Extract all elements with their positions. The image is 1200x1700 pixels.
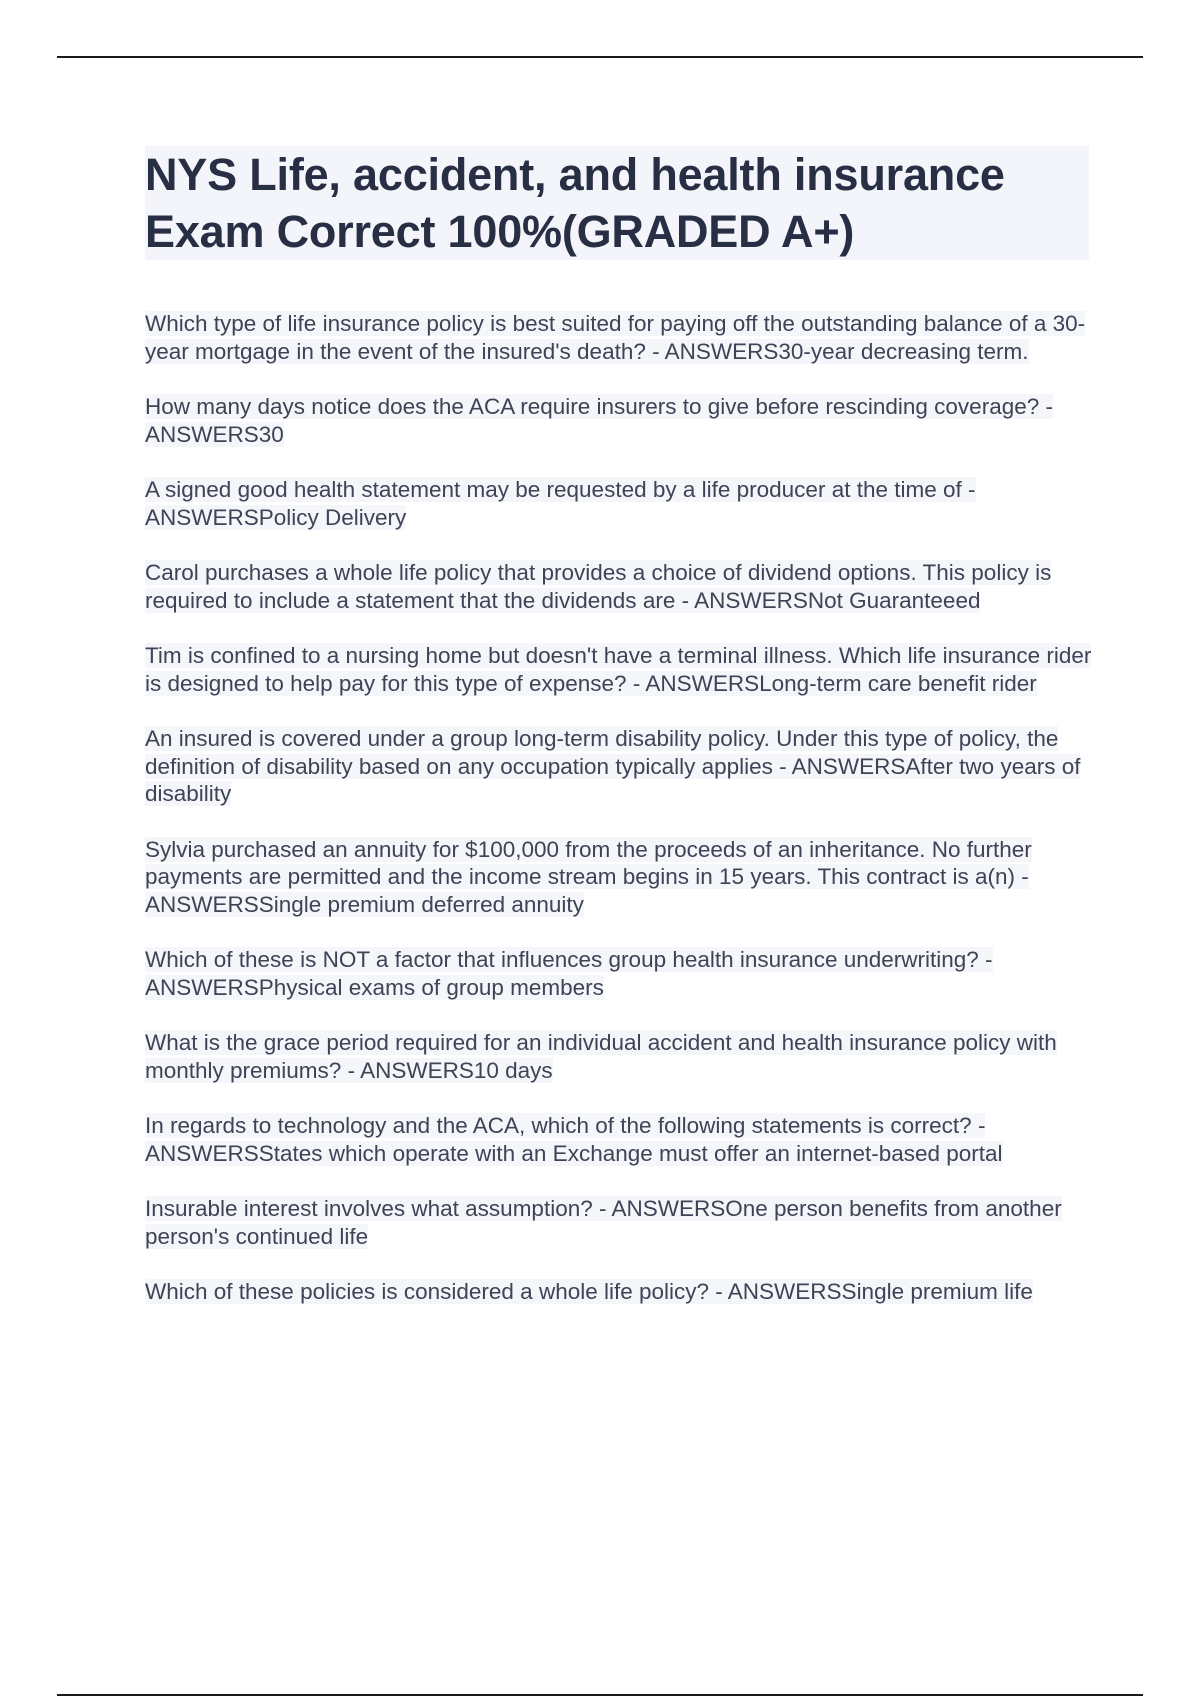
top-divider — [57, 56, 1143, 58]
title-block — [145, 146, 1089, 260]
qa-text: Tim is confined to a nursing home but doesn't have a terminal illness. Which life insurance rider is designed to help pay for this type of expense? - ANSWERSLong-term care benefit rider — [145, 643, 1092, 696]
qa-text: How many days notice does the ACA require insurers to give before rescinding coverage? - ANSWERS30 — [145, 394, 1053, 447]
qa-item — [145, 310, 1100, 365]
qa-text: Carol purchases a whole life policy that provides a choice of dividend options. This policy is required to include a statement that the dividends are - ANSWERSNot Guaranteeed — [145, 560, 1052, 613]
qa-item — [145, 836, 1100, 919]
qa-list — [145, 310, 1100, 1334]
qa-item — [145, 559, 1100, 614]
qa-text: Which of these policies is considered a whole life policy? - ANSWERSSingle premium life — [145, 1279, 1033, 1304]
qa-text: An insured is covered under a group long-term disability policy. Under this type of policy, the definition of disability based on any occupation typically applies - ANSWERSAfter two years of disability — [145, 726, 1081, 806]
qa-text: Which of these is NOT a factor that influences group health insurance underwriting? - ANSWERSPhysical exams of group members — [145, 947, 993, 1000]
qa-item — [145, 393, 1100, 448]
qa-text: Sylvia purchased an annuity for $100,000 from the proceeds of an inheritance. No further payments are permitted and the income stream begins in 15 years. This contract is a(n) - ANSWERSSingle premium deferred annuity — [145, 836, 1032, 917]
qa-item — [145, 946, 1100, 1001]
bottom-divider — [57, 1694, 1143, 1696]
qa-item — [145, 1112, 1100, 1167]
qa-item — [145, 476, 1100, 531]
qa-text: Which type of life insurance policy is best suited for paying off the outstanding balance of a 30-year mortgage in the event of the insured's death? - ANSWERS30-year decreasing term. — [145, 311, 1086, 364]
document-title: NYS Life, accident, and health insurance Exam Correct 100%(GRADED A+) — [145, 149, 1005, 257]
qa-text: What is the grace period required for an individual accident and health insurance policy with monthly premiums? - ANSWERS10 days — [145, 1030, 1057, 1083]
qa-text: Insurable interest involves what assumption? - ANSWERSOne person benefits from another person's continued life — [145, 1196, 1062, 1249]
qa-item — [145, 1029, 1100, 1084]
qa-item — [145, 725, 1100, 808]
qa-text: A signed good health statement may be requested by a life producer at the time of - ANSWERSPolicy Delivery — [145, 477, 976, 530]
qa-item — [145, 642, 1100, 697]
qa-item — [145, 1195, 1100, 1250]
qa-text: In regards to technology and the ACA, which of the following statements is correct? - ANSWERSStates which operate with an Exchange must offer an internet-based portal — [145, 1113, 1003, 1166]
qa-item — [145, 1278, 1100, 1306]
